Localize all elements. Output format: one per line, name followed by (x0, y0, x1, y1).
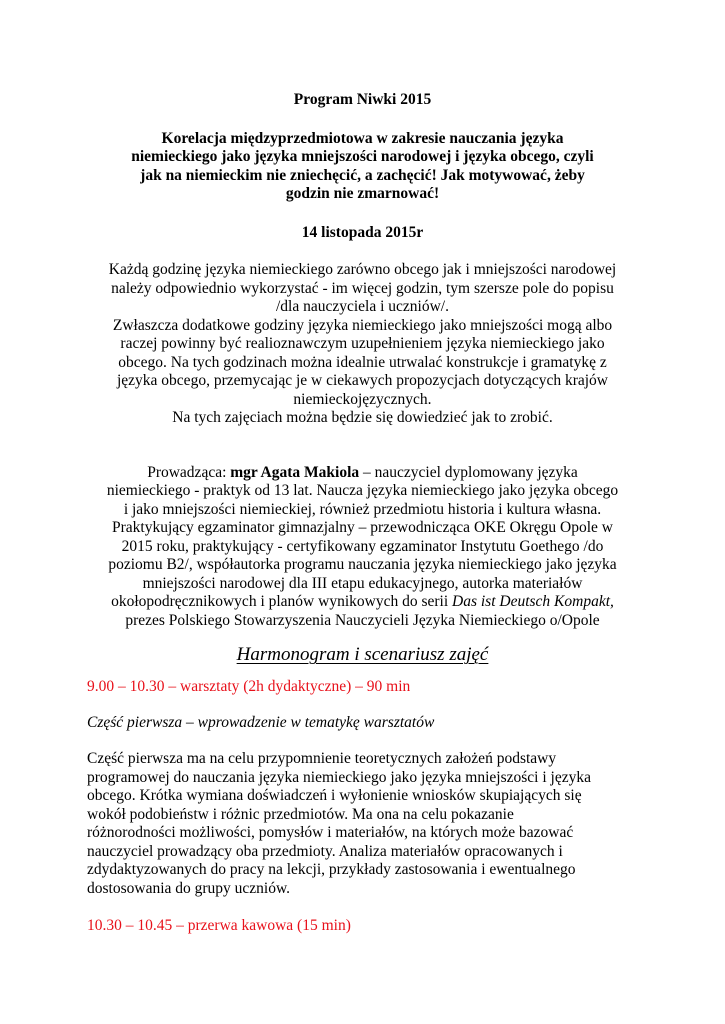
presenter-line (87, 464, 638, 483)
subject-line: Korelacja międzyprzedmiotowa w zakresie nauczania języka (161, 129, 564, 147)
schedule-heading: Harmonogram i scenariusz zajęć (236, 644, 489, 665)
presenter-line: i jako mniejszości niemieckiej, również przedmiotu historia i kultura własna. (123, 500, 602, 518)
description-line: zdydaktyzowanych do pracy na lekcji, przykłady zastosowania i ewentualnego (87, 861, 576, 878)
presenter-label: Prowadząca: (147, 463, 231, 481)
presenter-bio (87, 464, 638, 631)
series-title: Das ist Deutsch Kompakt, (452, 593, 614, 610)
presenter-line: prezes Polskiego Stowarzyszenia Nauczycieli Języka Niemieckiego o/Opole (125, 611, 600, 629)
presenter-line: 2015 roku, praktykujący - certyfikowany egzaminator Instytutu Goethego /do (121, 537, 604, 555)
workshop-subject (87, 130, 638, 204)
subject-line: godzin nie zmarnować! (285, 185, 440, 202)
part-one-description (87, 750, 638, 898)
presenter-line: niemieckiego - praktyk od 13 lat. Naucza języka niemieckiego jako języka obcego (106, 482, 619, 499)
event-date: 14 listopada 2015r (301, 223, 424, 241)
intro-line: obcego. Na tych godzinach można idealnie utrwalać konstrukcje i gramatykę z (118, 353, 607, 371)
presenter-name: mgr Agata Makiola (230, 463, 360, 481)
intro-paragraph (87, 261, 638, 428)
description-line: Część pierwsza ma na celu przypomnienie teoretycznych założeń podstawy (87, 750, 557, 767)
intro-line: Zwłaszcza dodatkowe godziny języka niemieckiego jako mniejszości mogą albo (112, 316, 613, 334)
description-line: różnorodności możliwości, pomysłów i materiałów, na których może bazować (87, 824, 574, 841)
intro-line: /dla nauczyciela i uczniów/. (275, 298, 449, 315)
intro-line: raczej powinny być realioznawczym uzupełnieniem języka niemieckiego jako (120, 335, 605, 352)
presenter-line-rest: – nauczyciel dyplomowany języka (359, 463, 578, 481)
part-one-title: Część pierwsza – wprowadzenie w tematykę warsztatów (87, 713, 435, 731)
description-line: obcego. Krótka wymiana doświadczeń i wyłonienie wniosków skupiających się (87, 787, 582, 804)
intro-line: języka obcego, przemycając je w ciekawych propozycjach dotyczących krajów (116, 372, 608, 389)
presenter-line (87, 593, 638, 612)
program-title: Program Niwki 2015 (293, 91, 432, 108)
presenter-line: poziomu B2/, współautorka programu nauczania języka niemieckiego jako języka (108, 556, 617, 573)
intro-line: należy odpowiednio wykorzystać - im więcej godzin, tym szersze pole do popisu (111, 279, 614, 297)
time-slot-workshop: 9.00 – 10.30 – warsztaty (2h dydaktyczne) – 90 min (87, 678, 411, 695)
presenter-line: mniejszości narodowej dla III etapu edukacyjnego, autorka materiałów (142, 574, 583, 592)
description-line: wokół podobieństw i różnic przedmiotów. Ma ona na celu pokazanie (87, 805, 514, 823)
description-line: programowej do nauczania języka niemieckiego jako języka mniejszości i języka (87, 768, 591, 786)
subject-line: niemieckiego jako języka mniejszości narodowej i języka obcego, czyli (131, 148, 594, 165)
subject-line: jak na niemieckim nie zniechęcić, a zachęcić! Jak motywować, żeby (140, 166, 585, 184)
intro-line: Każdą godzinę języka niemieckiego zarówno obcego jak i mniejszości narodowej (108, 261, 617, 278)
intro-line: niemieckojęzycznych. (293, 390, 432, 408)
presenter-line-start: okołopodręcznikowych i planów wynikowych do serii (111, 593, 453, 610)
description-line: nauczyciel prowadzący oba przedmioty. Analiza materiałów opracowanych i (87, 842, 563, 860)
presenter-line: Praktykujący egzaminator gimnazjalny – przewodnicząca OKE Okręgu Opole w (112, 519, 613, 536)
description-line: dostosowania do grupy uczniów. (87, 879, 291, 897)
time-slot-coffee-break: 10.30 – 10.45 – przerwa kawowa (15 min) (87, 917, 351, 934)
intro-line: Na tych zajęciach można będzie się dowiedzieć jak to zrobić. (172, 409, 553, 426)
